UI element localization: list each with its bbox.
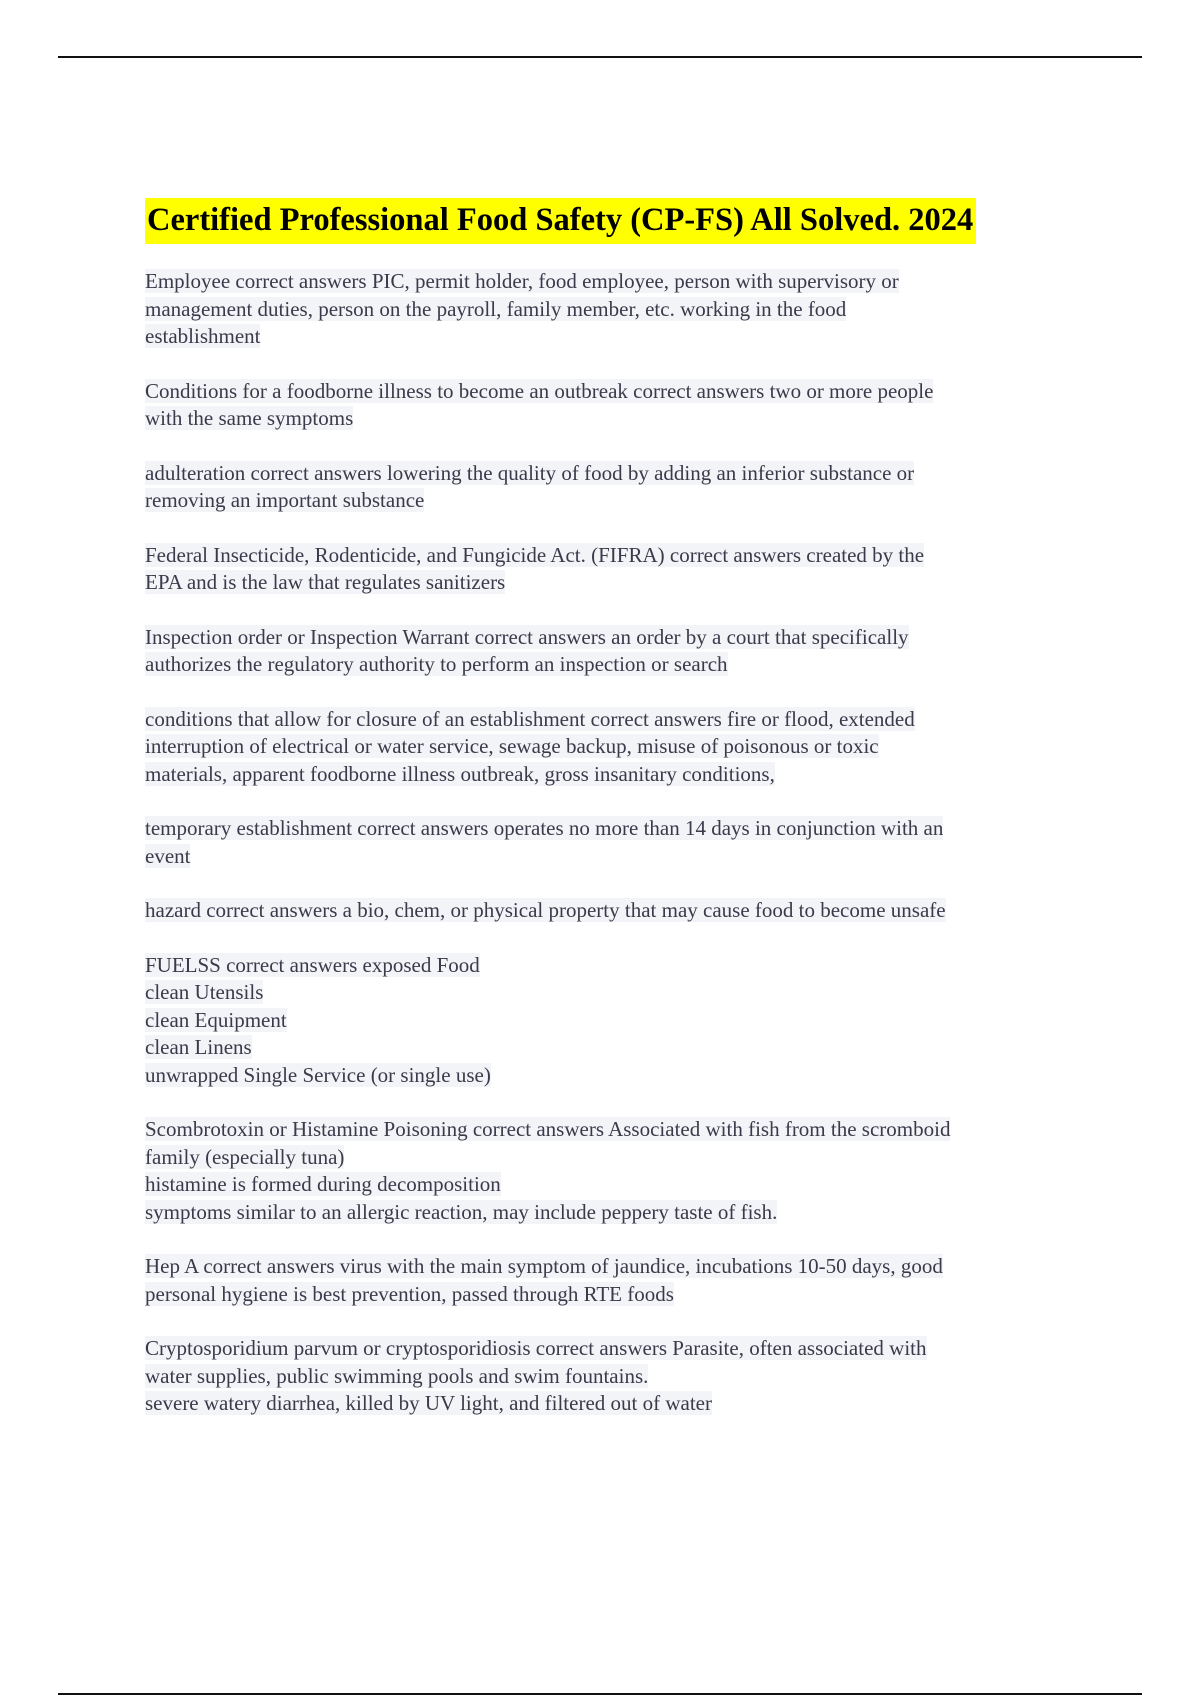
qa-line-text: severe watery diarrhea, killed by UV light, and filtered out of water <box>145 1391 712 1415</box>
qa-line-text: FUELSS correct answers exposed Food <box>145 952 480 977</box>
qa-line-text: temporary establishment correct answers operates no more than 14 days in conjunction with an <box>145 816 944 840</box>
qa-line <box>145 843 1085 871</box>
document-title: Certified Professional Food Safety (CP-FS) All Solved. 2024 <box>145 198 976 244</box>
qa-line <box>145 1363 1085 1391</box>
qa-line <box>145 569 1085 597</box>
qa-line <box>145 1171 1085 1199</box>
qa-line-text: Cryptosporidium parvum or cryptosporidiosis correct answers Parasite, often associated with <box>145 1336 927 1360</box>
qa-entry <box>145 268 1085 351</box>
qa-line <box>145 378 1085 406</box>
qa-line-text: interruption of electrical or water service, sewage backup, misuse of poisonous or toxic <box>145 734 879 758</box>
qa-line <box>145 651 1085 679</box>
qa-line-text: unwrapped Single Service (or single use) <box>145 1062 491 1087</box>
qa-line-text: Scombrotoxin or Histamine Poisoning correct answers Associated with fish from the scromboid <box>145 1117 951 1141</box>
qa-line <box>145 733 1085 761</box>
qa-line <box>145 542 1085 570</box>
qa-line <box>145 624 1085 652</box>
qa-line-text: adulteration correct answers lowering the quality of food by adding an inferior substance or <box>145 460 915 485</box>
qa-entry <box>145 624 1085 679</box>
qa-line-text: management duties, person on the payroll, family member, etc. working in the food <box>145 296 847 321</box>
qa-entry <box>145 1116 1085 1226</box>
qa-line-text: Hep A correct answers virus with the main symptom of jaundice, incubations 10-50 days, good <box>145 1254 943 1278</box>
qa-line-text: with the same symptoms <box>145 406 354 430</box>
qa-line <box>145 815 1085 843</box>
qa-line-text: EPA and is the law that regulates sanitizers <box>145 570 506 594</box>
qa-line-text: clean Linens <box>145 1035 252 1059</box>
qa-line-text: water supplies, public swimming pools and swim fountains. <box>145 1363 649 1388</box>
qa-line <box>145 1062 1085 1090</box>
qa-line <box>145 268 1085 296</box>
qa-entry <box>145 542 1085 597</box>
qa-line <box>145 1144 1085 1172</box>
qa-entry <box>145 460 1085 515</box>
qa-line <box>145 1390 1085 1418</box>
qa-line-text: materials, apparent foodborne illness outbreak, gross insanitary conditions, <box>145 761 775 786</box>
qa-line <box>145 405 1085 433</box>
qa-line <box>145 1253 1085 1281</box>
qa-line <box>145 897 1085 925</box>
qa-line-text: clean Equipment <box>145 1007 287 1032</box>
document-body <box>145 198 1085 1445</box>
qa-line <box>145 979 1085 1007</box>
qa-line <box>145 487 1085 515</box>
qa-line-text: conditions that allow for closure of an establishment correct answers fire or flood, extended <box>145 706 915 731</box>
qa-line-text: establishment <box>145 324 261 348</box>
qa-line-text: clean Utensils <box>145 980 264 1004</box>
qa-line-text: Employee correct answers PIC, permit holder, food employee, person with supervisory or <box>145 269 899 293</box>
qa-line-text: Conditions for a foodborne illness to become an outbreak correct answers two or more people <box>145 378 934 403</box>
qa-entry <box>145 1335 1085 1418</box>
qa-line <box>145 1281 1085 1309</box>
qa-line <box>145 460 1085 488</box>
qa-entry <box>145 897 1085 925</box>
qa-line <box>145 952 1085 980</box>
qa-entry <box>145 1253 1085 1308</box>
qa-line <box>145 761 1085 789</box>
qa-entry <box>145 378 1085 433</box>
qa-entry <box>145 706 1085 789</box>
qa-line-text: family (especially tuna) <box>145 1144 345 1169</box>
qa-line-text: event <box>145 843 191 868</box>
qa-line-text: hazard correct answers a bio, chem, or physical property that may cause food to become unsafe <box>145 898 946 922</box>
top-rule <box>58 56 1142 58</box>
qa-line <box>145 323 1085 351</box>
qa-entry <box>145 952 1085 1090</box>
qa-line <box>145 1007 1085 1035</box>
qa-line <box>145 1335 1085 1363</box>
qa-line-text: removing an important substance <box>145 488 425 512</box>
qa-line-text: Inspection order or Inspection Warrant correct answers an order by a court that specifically <box>145 624 909 649</box>
qa-line-text: Federal Insecticide, Rodenticide, and Fungicide Act. (FIFRA) correct answers created by the <box>145 542 925 567</box>
qa-line-text: histamine is formed during decomposition <box>145 1172 501 1196</box>
qa-line <box>145 1116 1085 1144</box>
qa-line <box>145 1199 1085 1227</box>
qa-line-text: personal hygiene is best prevention, passed through RTE foods <box>145 1281 674 1306</box>
bottom-rule <box>58 1693 1142 1695</box>
qa-line <box>145 1034 1085 1062</box>
qa-line <box>145 706 1085 734</box>
qa-line <box>145 296 1085 324</box>
qa-line-text: symptoms similar to an allergic reaction, may include peppery taste of fish. <box>145 1199 778 1224</box>
qa-entry <box>145 815 1085 870</box>
qa-line-text: authorizes the regulatory authority to perform an inspection or search <box>145 652 728 676</box>
qa-list <box>145 268 1085 1418</box>
